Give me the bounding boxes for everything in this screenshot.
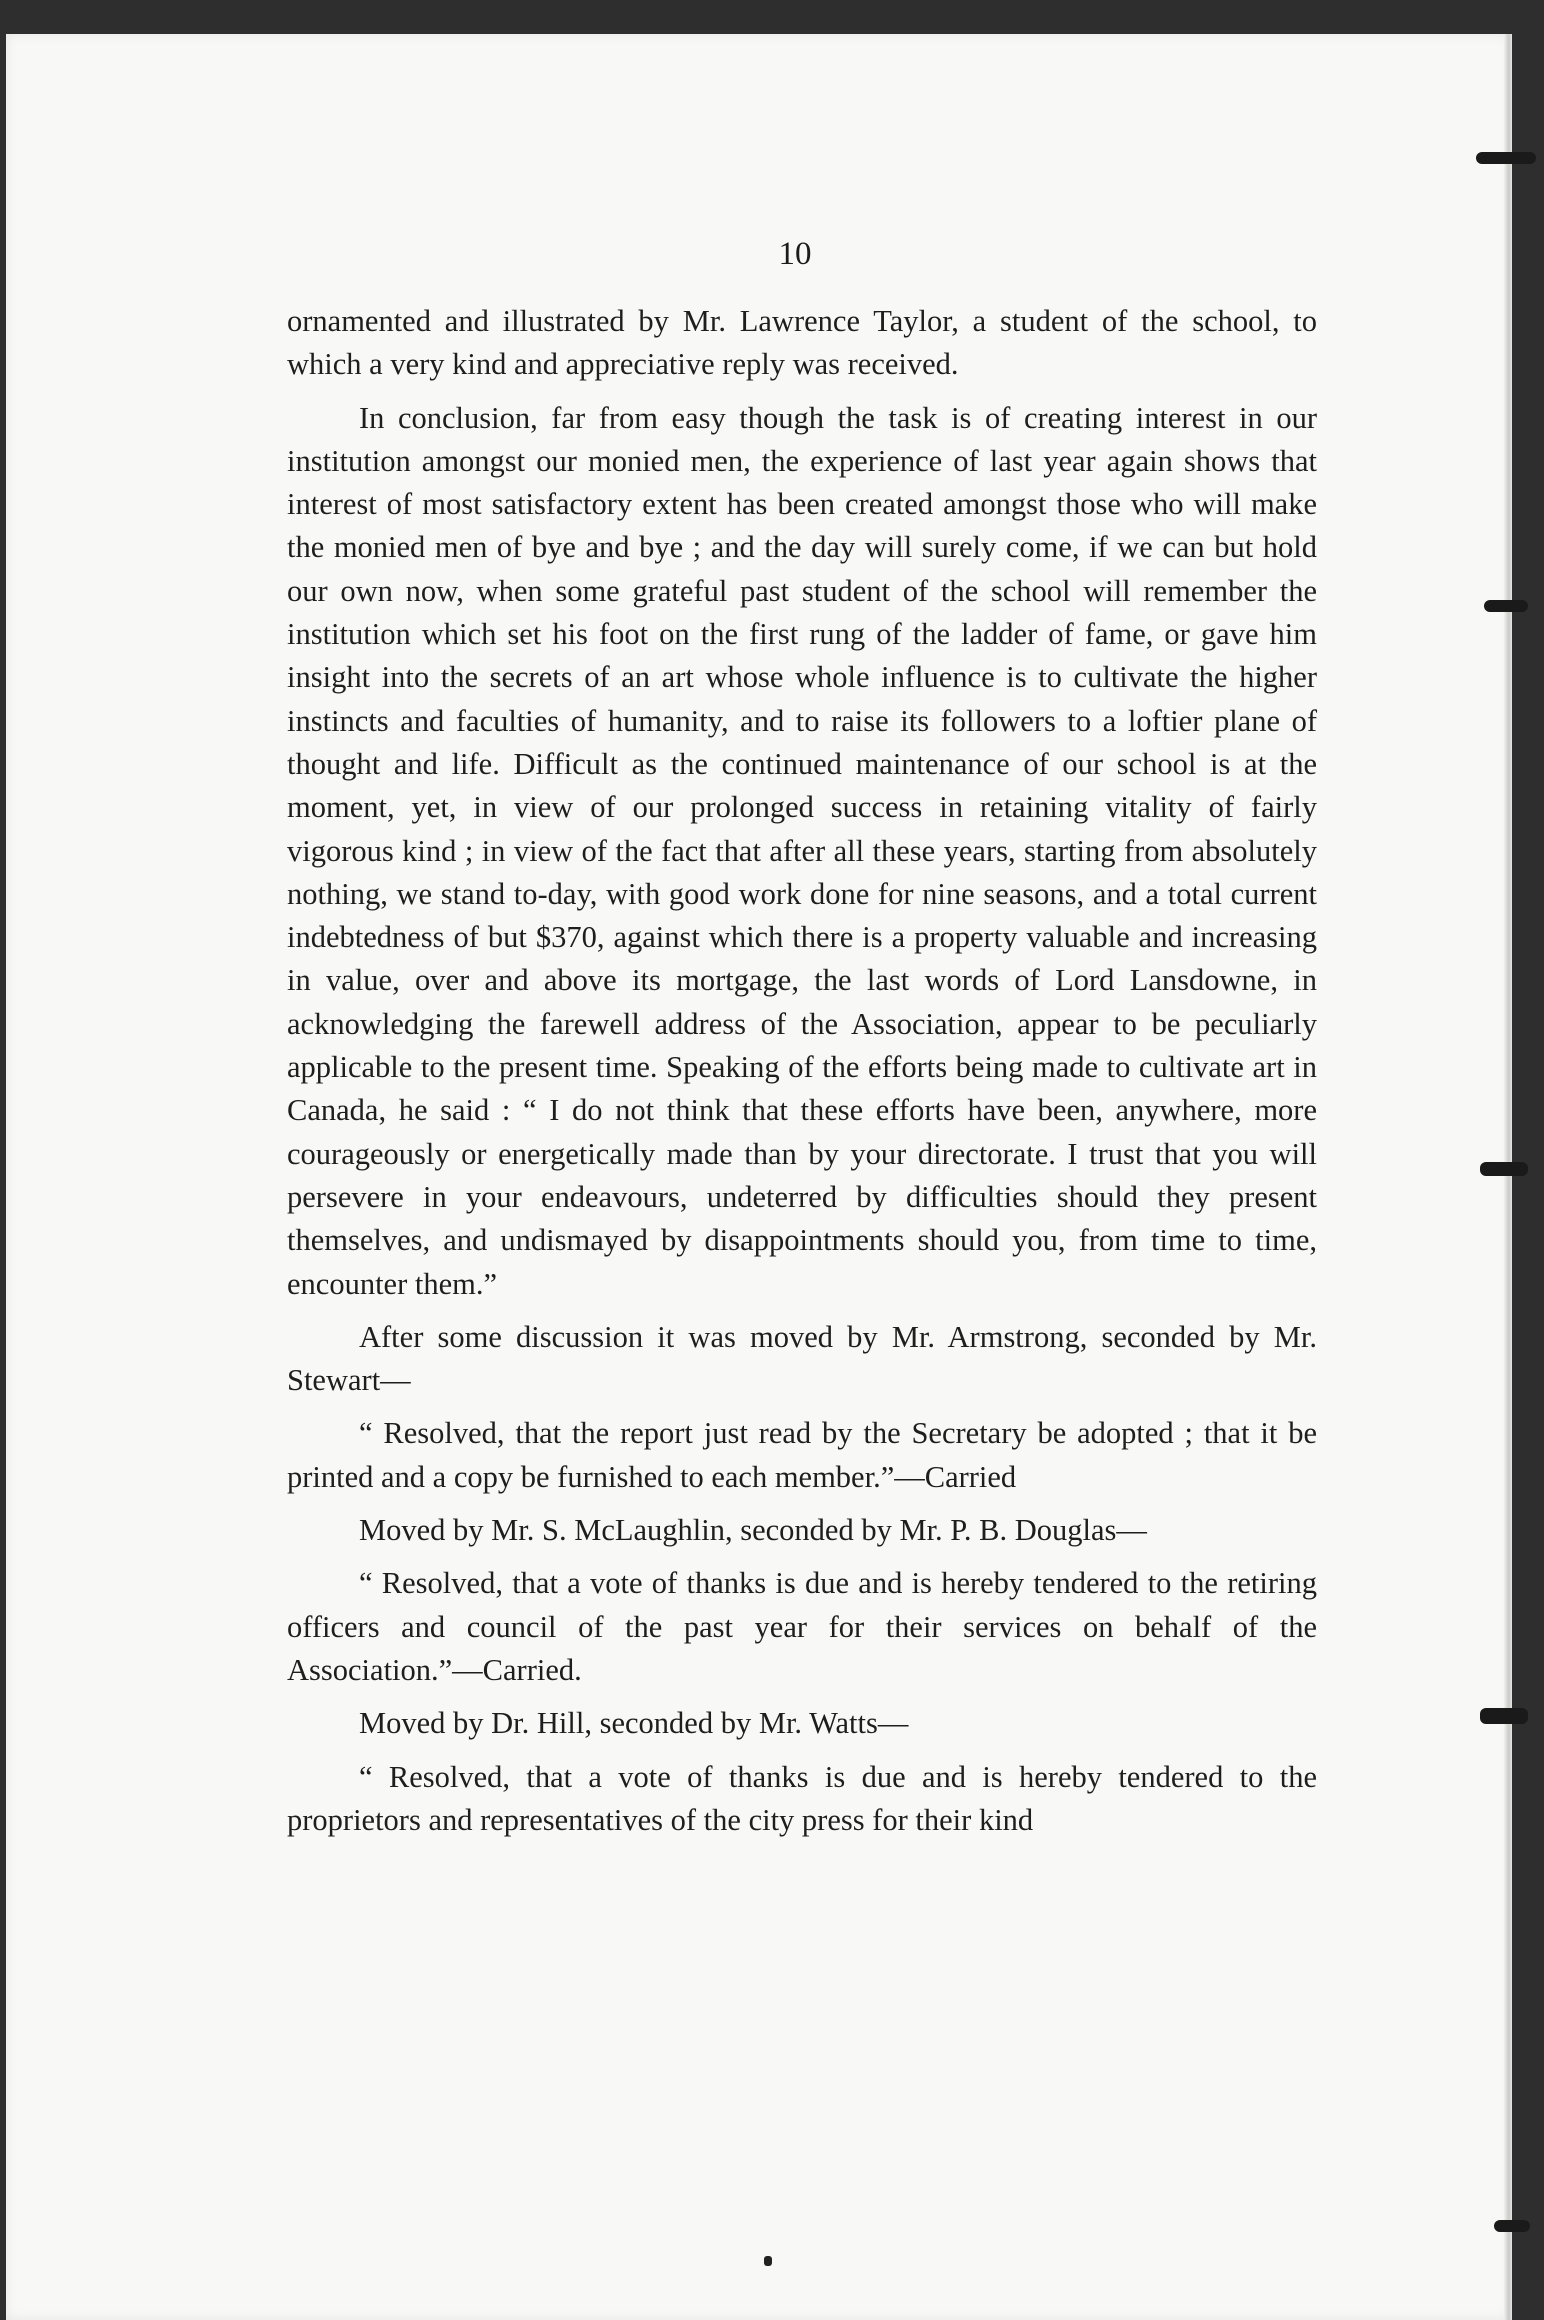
paragraph: In conclusion, far from easy though the task is of creating interest in our institution amongst our monied men, the experience of last year again shows that interest of most satisfactory extent has been created amongst those who will make the monied men of bye and bye ; and the day will surely come, if we can but hold our own now, when some grateful past student of the school will remember the institution which set his foot on the first rung of the ladder of fame, or gave him insight into the secrets of an art whose whole influence is to cultivate the higher instincts and faculties of humanity, and to raise its followers to a loftier plane of thought and life. Difficult as the continued maintenance of our school is at the moment, yet, in view of our prolonged success in retaining vitality of fairly vigorous kind ; in view of the fact that after all these years, starting from absolutely nothing, we stand to-day, with good work done for nine seasons, and a total current indebtedness of but $370, against which there is a property valuable and increasing in value, over and above its mortgage, the last words of Lord Lansdowne, in acknowledging the farewell address of the Association, appear to be peculiarly applicable to the present time. Speaking of the efforts being made to cultivate art in Canada, he said : “ I do not think that these efforts have been, anywhere, more courageously or energetically made than by your directorate. I trust that you will persevere in your endeavours, undeterred by difficulties should they present themselves, and undismayed by disappointments should you, from time to time, encounter them.” (287, 400, 1317, 1301)
ink-speck (764, 2256, 772, 2266)
binding-stitch (1480, 1162, 1528, 1176)
page-binding-edge (1504, 34, 1512, 2320)
body-text (287, 300, 1317, 1852)
binding-stitch (1476, 152, 1536, 164)
paragraph: “ Resolved, that a vote of thanks is due and is hereby tendered to the proprietors and representatives of the city press for their kind (287, 1759, 1317, 1837)
paragraph: “ Resolved, that a vote of thanks is due and is hereby tendered to the retiring officers and council of the past year for their services on behalf of the Association.”—Carried. (287, 1566, 1317, 1687)
binding-stitch (1480, 1708, 1528, 1724)
binding-stitch (1484, 600, 1528, 612)
page-number: 10 (778, 236, 812, 272)
paragraph: “ Resolved, that the report just read by the Secretary be adopted ; that it be printed and a copy be furnished to each member.”—Carried (287, 1416, 1317, 1494)
paragraph: After some discussion it was moved by Mr. Armstrong, seconded by Mr. Stewart— (287, 1319, 1317, 1398)
binding-stitch (1494, 2220, 1530, 2232)
paragraph: Moved by Mr. S. McLaughlin, seconded by Mr. P. B. Douglas— (359, 1513, 1147, 1548)
paragraph: Moved by Dr. Hill, seconded by Mr. Watts— (359, 1706, 909, 1741)
paragraph: ornamented and illustrated by Mr. Lawrence Taylor, a student of the school, to which a very kind and appreciative reply was received. (287, 304, 1317, 382)
